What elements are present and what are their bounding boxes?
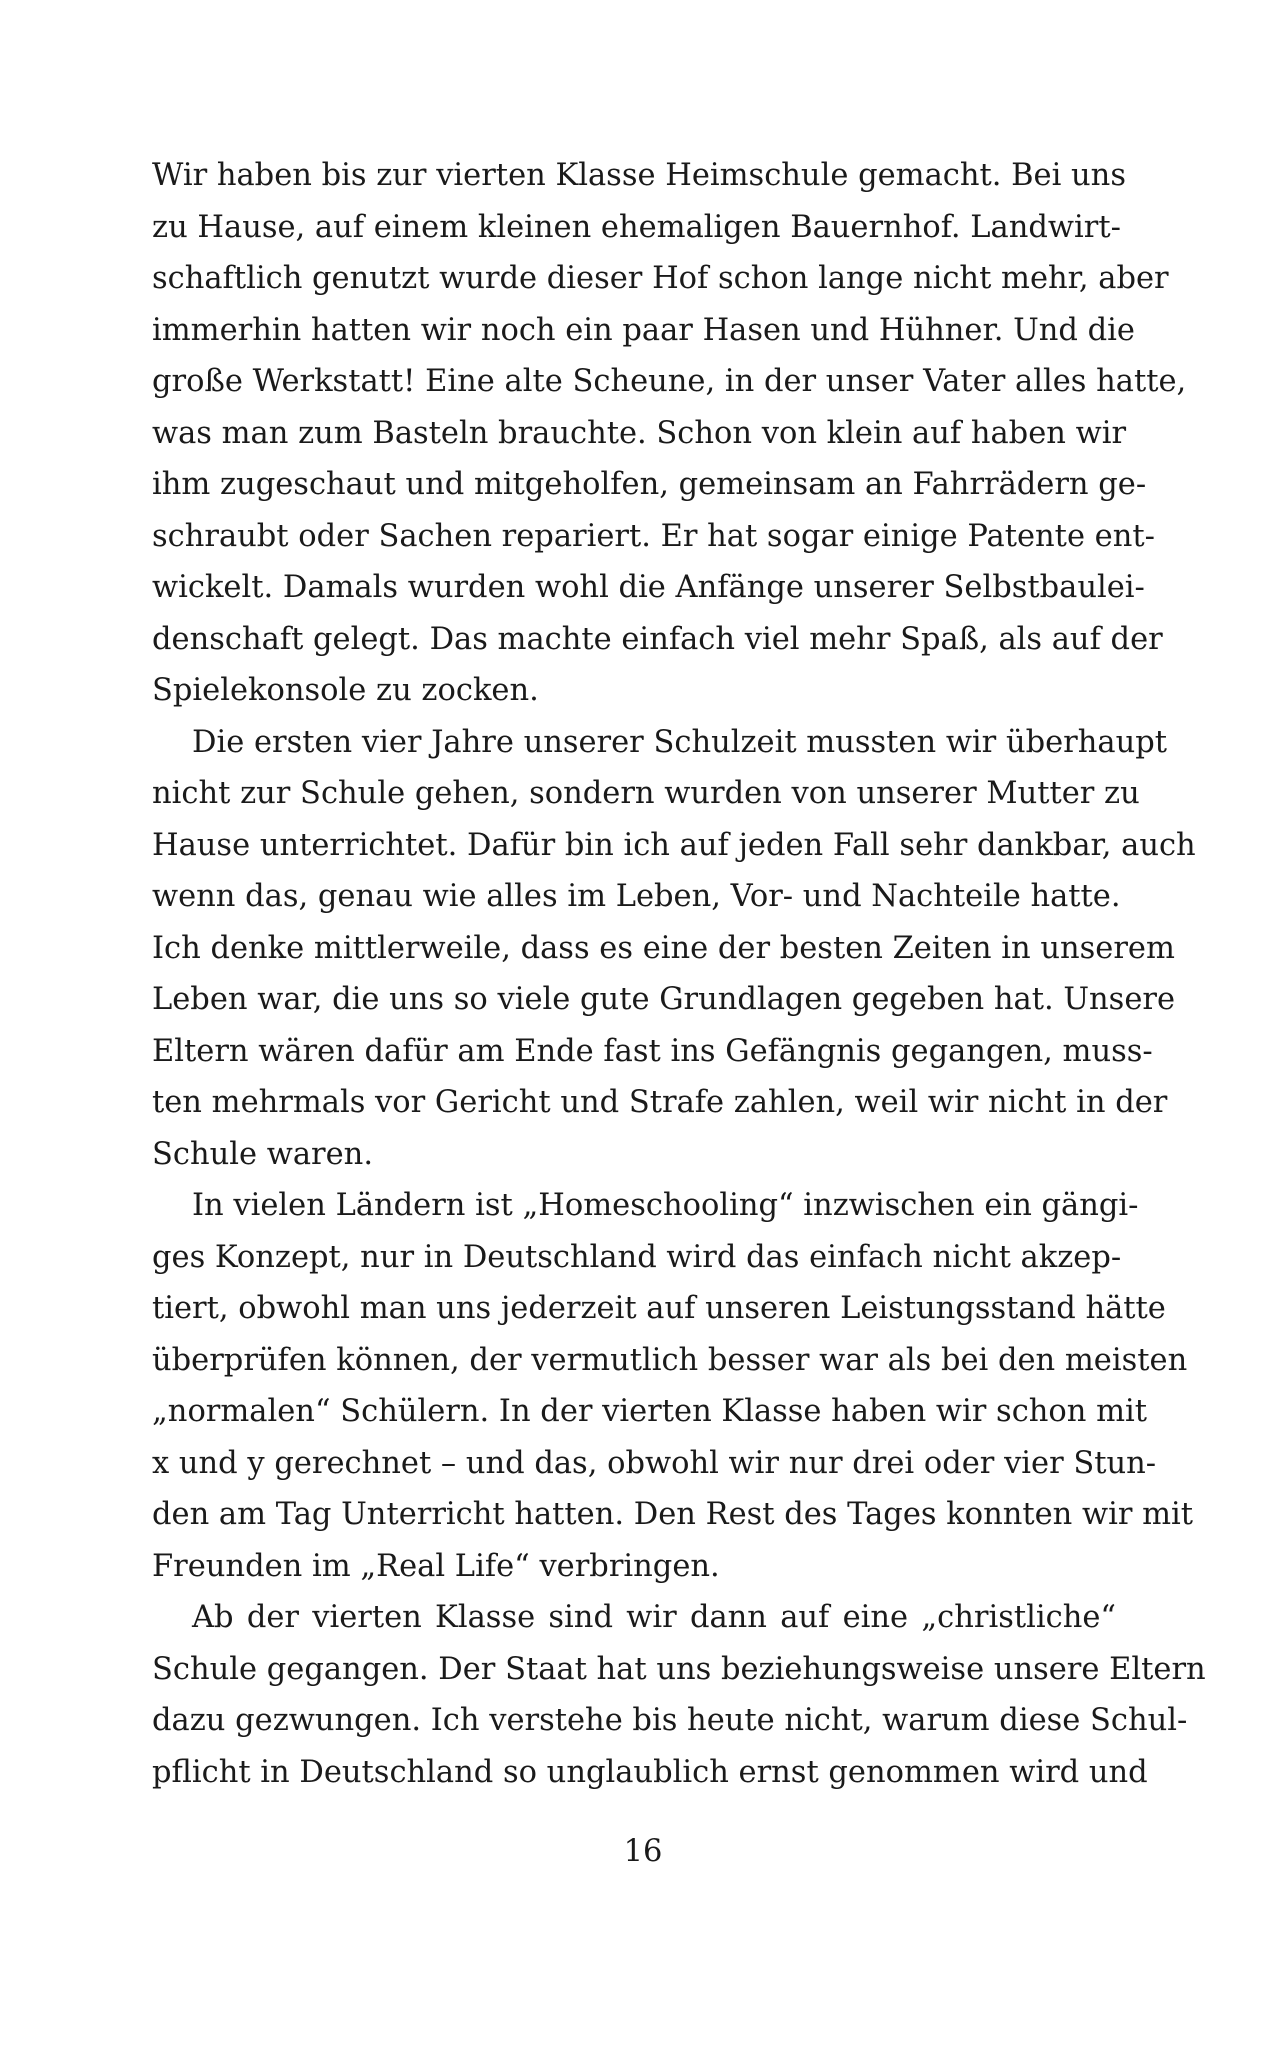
text-line: Spielekonsole zu zocken. [152,673,539,708]
text-line: „normalen“ Schülern. In der vierten Klasse haben wir schon mit [152,1394,1148,1429]
text-line: was man zum Basteln brauchte. Schon von klein auf haben wir [152,415,1127,451]
text-line: wenn das, genau wie alles im Leben, Vor- und Nachteile hatte. [152,879,1121,914]
text-line: Schule waren. [152,1136,374,1172]
text-line: ten mehrmals vor Gericht und Strafe zahlen, weil wir nicht in der [152,1085,1168,1120]
text-line: wickelt. Damals wurden wohl die Anfänge unserer Selbstbaulei- [152,570,1145,605]
text-line: immerhin hatten wir noch ein paar Hasen und Hühner. Und die [152,312,1135,348]
text-line: Ab der vierten Klasse sind wir dann auf eine „christliche“ [192,1600,1116,1635]
text-line: Hause unterrichtet. Dafür bin ich auf jeden Fall sehr dankbar, auch [152,827,1196,863]
paragraph [152,717,1196,1181]
text-line: zu Hause, auf einem kleinen ehemaligen Bauernhof. Landwirt- [152,209,1121,245]
text-line: Die ersten vier Jahre unserer Schulzeit mussten wir überhaupt [192,724,1168,760]
text-line: Schule gegangen. Der Staat hat uns beziehungsweise unsere Eltern [152,1651,1206,1687]
text-line: große Werkstatt! Eine alte Scheune, in der unser Vater alles hatte, [152,364,1187,399]
text-line: Ich denke mittlerweile, dass es eine der besten Zeiten in unserem [152,930,1175,966]
body-text [152,150,1206,1798]
paragraph [152,1592,1206,1798]
text-line: ges Konzept, nur in Deutschland wird das einfach nicht akzep- [152,1239,1122,1275]
text-line: dazu gezwungen. Ich verstehe bis heute nicht, warum diese Schul- [152,1703,1188,1738]
text-line: In vielen Ländern ist „Homeschooling“ inzwischen ein gängi- [192,1188,1139,1223]
text-line: schaftlich genutzt wurde dieser Hof schon lange nicht mehr, aber [152,261,1169,296]
page-number: 16 [623,1834,663,1869]
text-line: denschaft gelegt. Das machte einfach viel mehr Spaß, als auf der [152,621,1163,657]
paragraph [152,150,1187,717]
text-line: tiert, obwohl man uns jederzeit auf unseren Leistungsstand hätte [152,1291,1166,1326]
text-line: pflicht in Deutschland so unglaublich ernst genommen wird und [152,1754,1148,1790]
text-line: Freunden im „Real Life“ verbringen. [152,1548,720,1584]
text-line: Wir haben bis zur vierten Klasse Heimschule gemacht. Bei uns [152,158,1126,193]
paragraph [152,1180,1194,1592]
text-line: nicht zur Schule gehen, sondern wurden von unserer Mutter zu [152,776,1140,811]
text-line: schraubt oder Sachen repariert. Er hat sogar einige Patente ent- [152,518,1155,554]
text-line: überprüfen können, der vermutlich besser war als bei den meisten [152,1342,1188,1378]
text-line: den am Tag Unterricht hatten. Den Rest des Tages konnten wir mit [152,1497,1194,1532]
text-line: Leben war, die uns so viele gute Grundlagen gegeben hat. Unsere [152,982,1176,1017]
text-line: ihm zugeschaut und mitgeholfen, gemeinsam an Fahrrädern ge- [152,467,1147,502]
text-line: Eltern wären dafür am Ende fast ins Gefängnis gegangen, muss- [152,1033,1153,1069]
text-line: x und y gerechnet – und das, obwohl wir nur drei oder vier Stun- [152,1445,1157,1481]
